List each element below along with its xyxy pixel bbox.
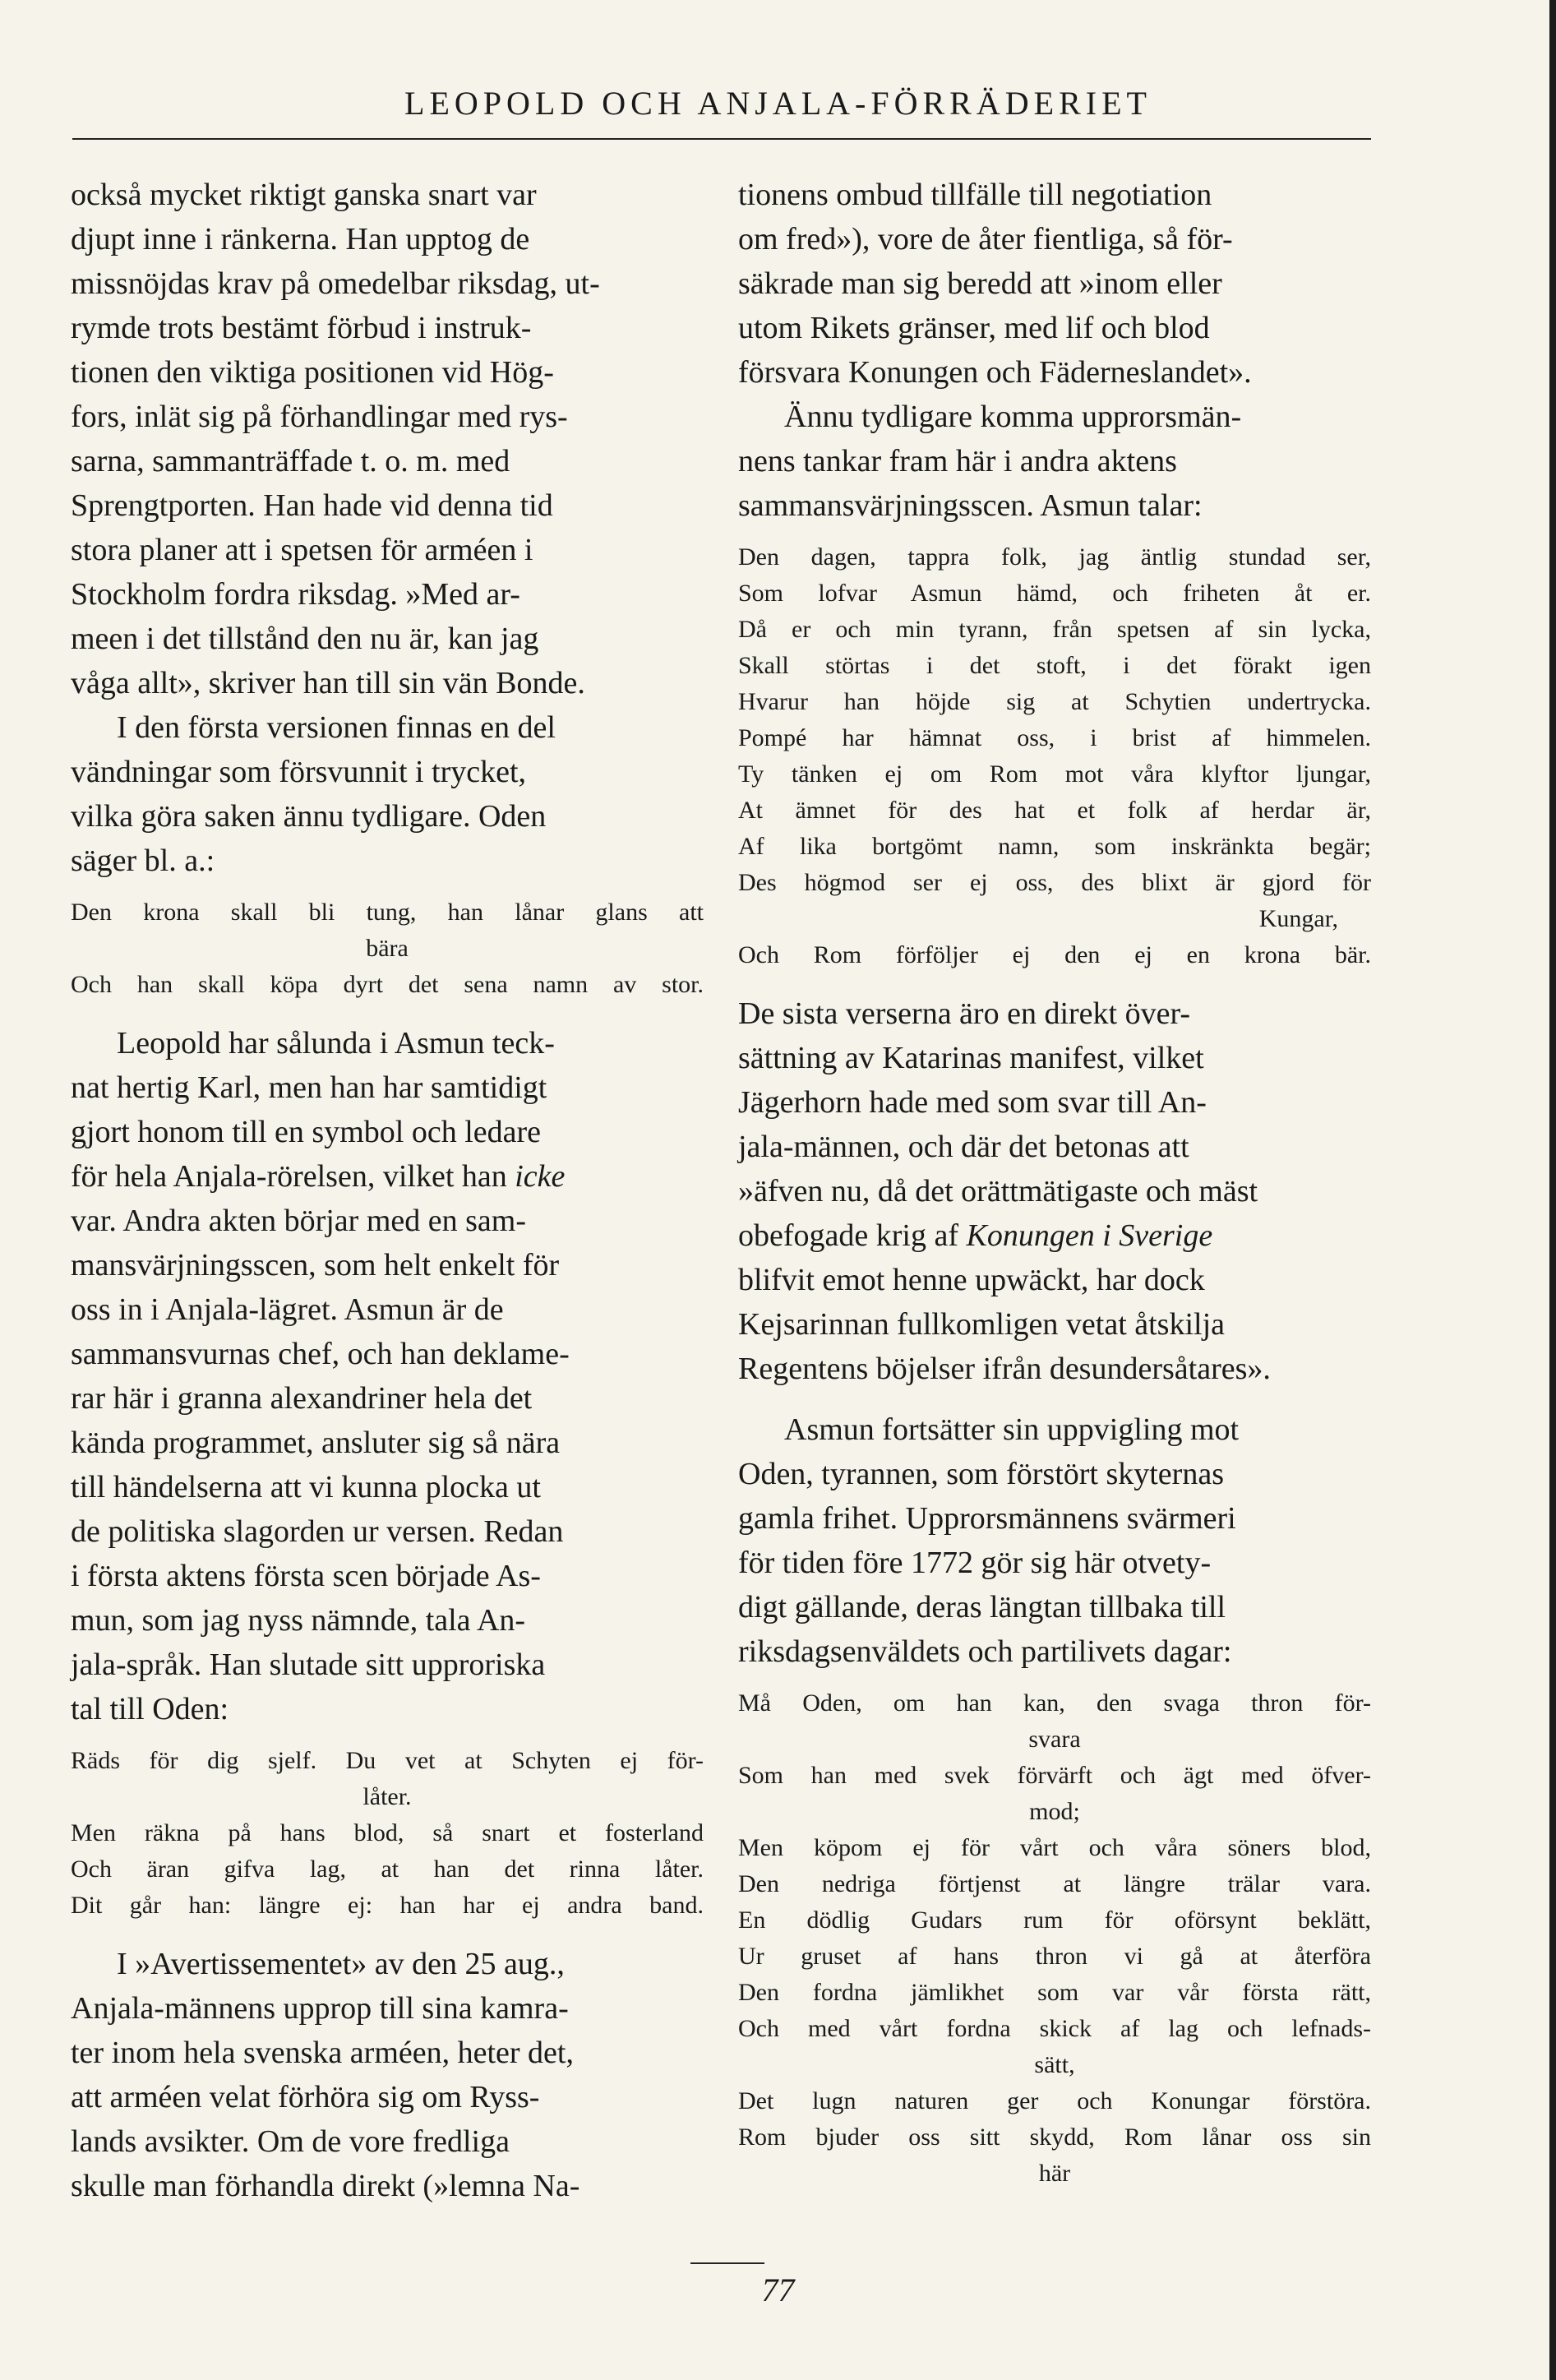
verse-line: Ur gruset af hans thron vi gå at återföra [738, 1943, 1371, 1970]
text-run: var. Andra akten börjar med en sam- mansvärjningsscen, som helt enkelt för oss in i Anjala-lägret. Asmun är de sammansvurnas chef, och han deklame- rar här i granna alexandriner hela det kända programmet, ansluter sig så nära till händelserna att vi kunna plocka ut de politiska slagorden ur versen. Redan i första aktens första scen började As- mun, som jag nyss nämnde, tala An- jala-språk. Han slutade sitt upproriska tal till Oden: [71, 1204, 570, 1726]
verse-line: Ty tänken ej om Rom mot våra klyftor ljungar, [738, 760, 1371, 788]
header-rule [72, 138, 1371, 140]
folio-rule [690, 2262, 764, 2264]
left-column [71, 173, 704, 2208]
running-head: LEOPOLD OCH ANJALA-FÖRRÄDERIET [404, 85, 1152, 122]
verse-line: här [1038, 2160, 1071, 2187]
verse-line: Den dagen, tappra folk, jag äntlig stundad ser, [738, 543, 1371, 571]
verse-line: Men räkna på hans blod, så snart et fosterland [71, 1819, 704, 1846]
verse-line: Af lika bortgömt namn, som inskränkta begär; [738, 833, 1371, 860]
left-paragraph-4: I »Avertissementet» av den 25 aug., Anjala-männens upprop till sina kamra- ter inom hela svenska arméen, heter det, att arméen velat förhöra sig om Ryss- lands avsikter. Om de vore fredliga skulle man förhandla direkt (»lemna Na- [71, 1947, 580, 2203]
verse-line: Des högmod ser ej oss, des blixt är gjord för [738, 869, 1371, 896]
emphasis: Konungen i Sverige [966, 1218, 1213, 1253]
left-verse-2 [71, 1743, 704, 1924]
verse-line: Skall störtas i det stoft, i det förakt igen [738, 652, 1371, 679]
left-paragraph-3 [71, 1021, 704, 1731]
verse-line: Den nedriga förtjenst at längre trälar vara. [738, 1870, 1371, 1897]
verse-line: Det lugn naturen ger och Konungar förstöra. [738, 2087, 1371, 2114]
verse-line: bära [366, 935, 409, 962]
verse-line: Räds för dig sjelf. Du vet at Schyten ej för- [71, 1747, 704, 1774]
right-paragraph-4: Asmun fortsätter sin uppvigling mot Oden, tyrannen, som förstört skyternas gamla frihet. Upprorsmännens svärmeri för tiden före 1772 gör sig här otvety- digt gällande, deras längtan tillbaka till riksdagsenväldets och partilivets dagar: [738, 1412, 1240, 1669]
verse-line: Som lofvar Asmun hämd, och friheten åt er. [738, 580, 1371, 607]
left-verse-1 [71, 894, 704, 1003]
page-number: 77 [761, 2271, 795, 2308]
verse-line: Den krona skall bli tung, han lånar glans att [71, 899, 704, 926]
text-run: blifvit emot henne upwäckt, har dock Kejsarinnan fullkomligen vetat åtskilja Regentens böjelser ifrån desundersåtares». [738, 1263, 1271, 1386]
verse-line: Som han med svek förvärft och ägt med öfver- [738, 1762, 1371, 1789]
verse-line: Den fordna jämlikhet som var vår första rätt, [738, 1979, 1371, 2006]
page-edge [1549, 0, 1556, 2380]
verse-line: Då er och min tyrann, från spetsen af sin lycka, [738, 616, 1371, 643]
text-run: De sista verserna äro en direkt över- sättning av Katarinas manifest, vilket Jägerhorn hade med som svar till An- jala-männen, och där det betonas att »äfven nu, då det orättmätigaste och mäst obefogade krig af [738, 996, 1258, 1253]
verse-line: Hvarur han höjde sig at Schytien undertrycka. [738, 688, 1371, 715]
right-paragraph-3 [738, 991, 1371, 1391]
right-verse-1 [738, 539, 1371, 973]
verse-line: Rom bjuder oss sitt skydd, Rom lånar oss sin [738, 2124, 1371, 2151]
verse-line: Och Rom förföljer ej den ej en krona bär. [738, 941, 1371, 968]
verse-line: Och äran gifva lag, at han det rinna låter. [71, 1855, 704, 1883]
verse-line: Och med vårt fordna skick af lag och lefnads- [738, 2015, 1371, 2042]
verse-line: sätt, [1034, 2051, 1075, 2078]
left-paragraph-1: också mycket riktigt ganska snart var djupt inne i ränkerna. Han upptog de missnöjdas krav på omedelbar riksdag, ut- rymde trots bestämt förbud i instruk- tionen den viktiga positionen vid Hög- fors, inlät sig på förhandlingar med rys- sarna, sammanträffade t. o. m. med Sprengtporten. Han hade vid denna tid stora planer att i spetsen för arméen i Stockholm fordra riksdag. »Med ar- meen i det tillstånd den nu är, kan jag våga allt», skriver han till sin vän Bonde. [71, 178, 600, 700]
left-paragraph-2: I den första versionen finnas en del vändningar som försvunnit i trycket, vilka göra saken ännu tydligare. Oden säger bl. a.: [71, 710, 556, 878]
verse-line: Kungar, [1258, 905, 1338, 932]
right-paragraph-1: tionens ombud tillfälle till negotiation om fred»), vore de åter fientliga, så för- säkrade man sig beredd att »inom eller utom Rikets gränser, med lif och blod försvara Konungen och Fäderneslandet». [738, 178, 1252, 390]
verse-line: En dödlig Gudars rum för oförsynt beklätt, [738, 1906, 1371, 1934]
verse-line: Pompé har hämnat oss, i brist af himmelen. [738, 724, 1371, 751]
right-column [738, 173, 1371, 2210]
emphasis: icke [515, 1159, 566, 1194]
right-paragraph-2: Ännu tydligare komma upprorsmän- nens tankar fram här i andra aktens sammansvärjningsscen. Asmun talar: [738, 400, 1242, 523]
verse-line: At ämnet för des hat et folk af herdar är, [738, 797, 1371, 824]
text-run: Leopold har sålunda i Asmun teck- nat hertig Karl, men han har samtidigt gjort honom till en symbol och ledare för hela Anjala-rörelsen, vilket han [71, 1026, 555, 1194]
verse-line: låter. [362, 1783, 412, 1810]
verse-line: Dit går han: längre ej: han har ej andra band. [71, 1892, 704, 1919]
verse-line: Men köpom ej för vårt och våra söners blod, [738, 1834, 1371, 1861]
right-verse-2 [738, 1685, 1371, 2192]
verse-line: svara [1028, 1726, 1081, 1753]
verse-line: Må Oden, om han kan, den svaga thron för- [738, 1689, 1371, 1717]
verse-line: mod; [1029, 1798, 1080, 1825]
verse-line: Och han skall köpa dyrt det sena namn av stor. [71, 971, 704, 998]
